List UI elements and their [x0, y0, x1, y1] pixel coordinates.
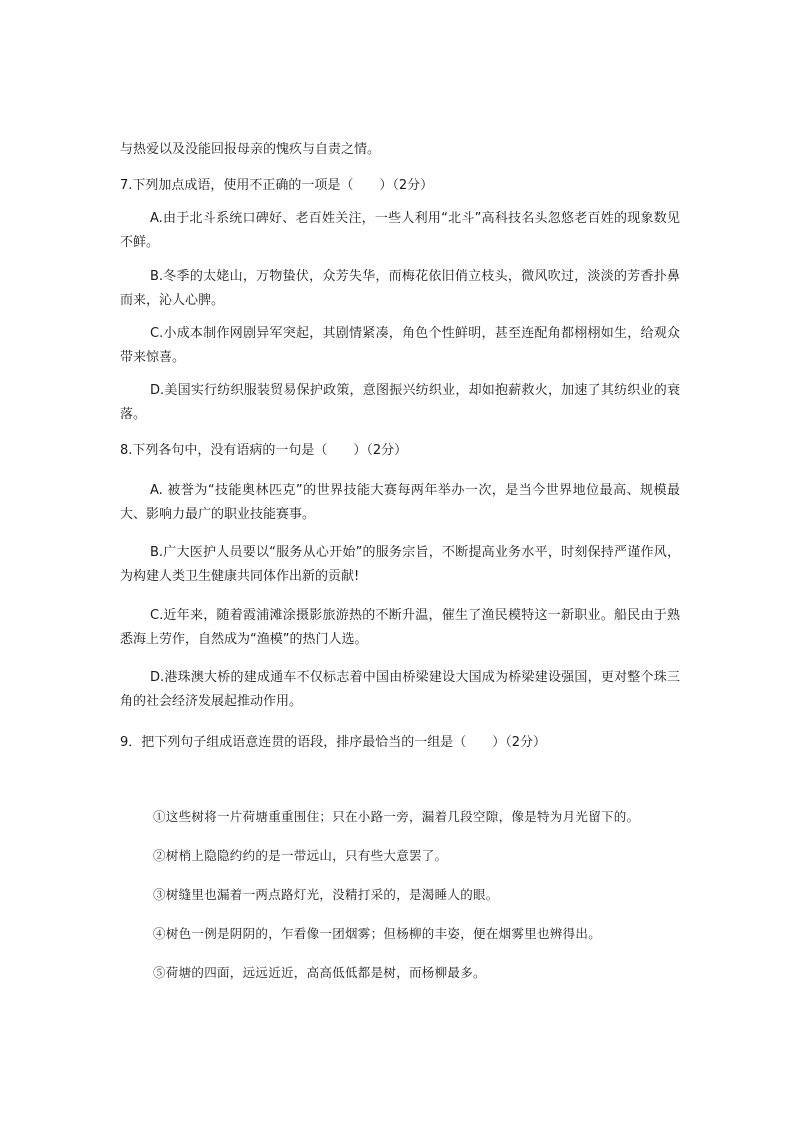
- question-9-stem: 9．把下列句子组成语意连贯的语段，排序最恰当的一组是（ ）（2分）: [120, 735, 547, 750]
- question-7-option-a: A.由于北斗系统口碑好、老百姓关注，一些人利用“北斗”高科技名头忽悠老百姓的现象数见不鲜。: [120, 211, 680, 250]
- question-9-sentence-2: ②树梢上隐隐约约的是一带远山，只有些大意罢了。: [153, 848, 448, 863]
- question-9-sentence-5: ⑤荷塘的四面，远远近近，高高低低都是树，而杨柳最多。: [153, 965, 486, 980]
- question-8-option-a: A. 被誉为“技能奥林匹克”的世界技能大赛每两年举办一次，是当今世界地位最高、规模最大、影响力最广的职业技能赛事。: [120, 483, 680, 522]
- question-7-stem: 7.下列加点成语，使用不正确的一项是（ ）（2分）: [120, 178, 434, 193]
- question-8-option-b: B.广大医护人员要以“服务从心开始”的服务宗旨，不断提高业务水平，时刻保持严谨作风，为构建人类卫生健康共同体作出新的贡献!: [120, 545, 680, 584]
- question-9-sentence-1: ①这些树将一片荷塘重重围住；只在小路一旁，漏着几段空隙，像是特为月光留下的。: [153, 809, 640, 824]
- question-8-option-d: D.港珠澳大桥的建成通车不仅标志着中国由桥梁建设大国成为桥梁建设强国，更对整个珠三角的社会经济发展起推动作用。: [120, 670, 680, 709]
- question-7-option-c: C.小成本制作网剧异军突起，其剧情紧凑，角色个性鲜明，甚至连配角都栩栩如生，给观众带来惊喜。: [120, 326, 680, 365]
- question-9-sentence-3: ③树缝里也漏着一两点路灯光，没精打采的，是渴睡人的眼。: [153, 887, 499, 902]
- question-9-sentence-4: ④树色一例是阴阴的，乍看像一团烟雾；但杨柳的丰姿，便在烟雾里也辨得出。: [153, 926, 602, 941]
- question-8-stem: 8.下列各句中，没有语病的一句是（ ）（2分）: [120, 443, 408, 458]
- question-7-option-b: B.冬季的太姥山，万物蛰伏，众芳失华，而梅花依旧俏立枝头，微风吹过，淡淡的芳香扑鼻而来，沁人心脾。: [120, 269, 680, 308]
- continuation-text: 与热爱以及没能回报母亲的愧疚与自责之情。: [120, 142, 381, 157]
- question-8-option-c: C.近年来，随着霞浦滩涂摄影旅游热的不断升温，催生了渔民模特这一新职业。船民由于熟悉海上劳作，自然成为“渔模”的热门人选。: [120, 608, 680, 647]
- question-7-option-d: D.美国实行纺织服装贸易保护政策，意图振兴纺织业，却如抱薪救火，加速了其纺织业的衰落。: [120, 383, 680, 422]
